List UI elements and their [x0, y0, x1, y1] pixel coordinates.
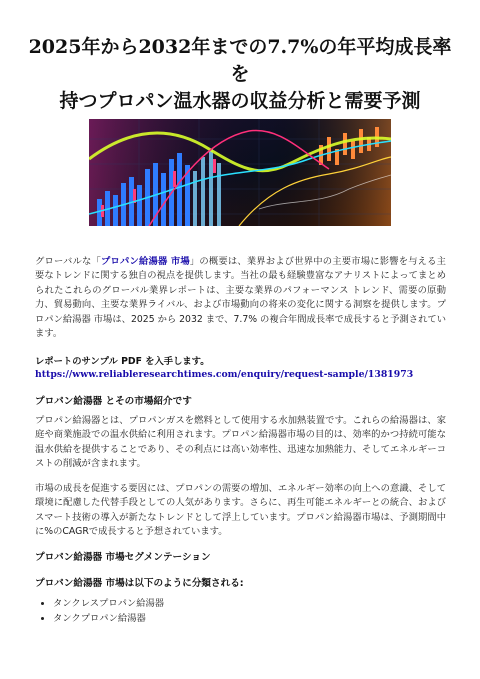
title-line-2: 持つプロパン温水器の収益分析と需要予測: [59, 90, 421, 112]
growth-factors-paragraph: 市場の成長を促進する要因には、プロパンの需要の増加、エネルギー効率の向上への意識、そして環境に配慮した代替手段としての人気があります。さらに、再生可能エネルギーとの統合、およびスマート技術の導入が新たなトレンドとして浮上しています。プロパン給湯器市場は、予測期間中に%のCAGRで成長すると予想されています。: [35, 483, 446, 538]
section-heading-introduction: プロパン給湯器 とその市場紹介です: [35, 396, 192, 407]
page-title: [20, 34, 460, 115]
market-link[interactable]: プロパン給湯器 市場: [100, 256, 190, 267]
list-item: • タンクプロパン給湯器: [53, 611, 453, 626]
sample-request-link[interactable]: https://www.reliableresearchtimes.com/enquiry/request-sample/1381973: [35, 369, 414, 380]
introduction-paragraph: プロパン給湯器とは、プロパンガスを燃料として使用する水加熱装置です。これらの給湯器は、家庭や商業施設での温水供給に利用されます。プロパン給湯器市場の目的は、効率的かつ持続可能な温水供給を提供することであり、その利点には高い効率性、迅速な加熱能力、そしてエネルギーコストの削減が含まれます。: [35, 415, 446, 470]
title-line-1: 2025年から2032年までの7.7%の年平均成長率を: [28, 36, 452, 85]
intro-after-text: 」の概要は、業界および世界中の主要市場に影響を与える主要なトレンドに関する独自の視点を提供します。当社の最も経験豊富なアナリストによってまとめられたこれらのグローバル業界レポートは、主要な業界のパフォーマンス トレンド、需要の原動力、貿易動向、主要な業界ライバル、および市場動向の将来の変化に関する洞察を提供します。プロパン給湯器 市場は、2025 から 2032 まで、7.7% の複合年間成長率で成長すると予測されています。: [35, 256, 446, 340]
intro-before-text: グローバルな「: [35, 256, 101, 267]
product-type-list: [35, 596, 453, 626]
hero-chart-graphic: [89, 119, 391, 226]
intro-paragraph: [35, 255, 446, 341]
section-heading-segmentation: プロパン給湯器 市場セグメンテーション: [35, 552, 211, 563]
sample-request-paragraph: [35, 355, 446, 381]
sample-label: レポートのサンプル PDF を入手します。: [35, 356, 210, 367]
section-heading-classification: プロパン給湯器 市場は以下のように分類される:: [35, 578, 244, 589]
hero-stock-chart-image: [89, 119, 391, 226]
list-item: • タンクレスプロパン給湯器: [53, 596, 453, 611]
